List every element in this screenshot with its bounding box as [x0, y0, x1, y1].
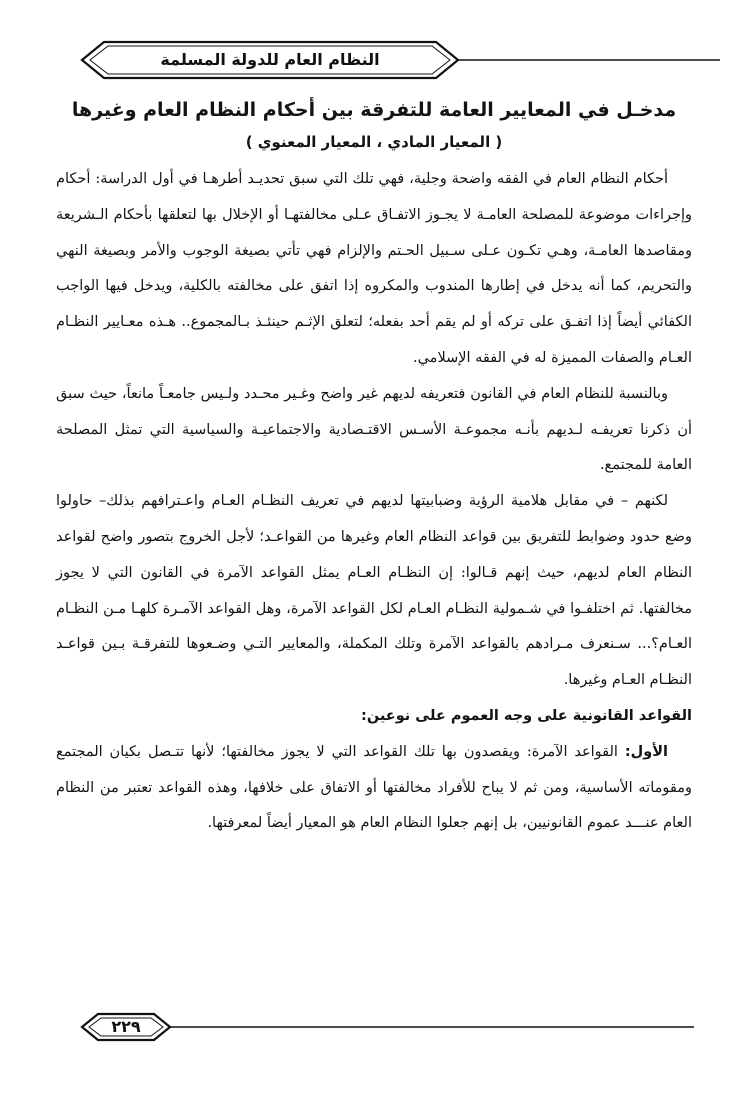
first-type-lead: الأول: [624, 743, 668, 760]
page-body [56, 94, 692, 842]
paragraph-3: لكنهم – في مقابل هلامية الرؤية وضبابيتها لديهم في تعريف النظـام العـام واعـترافهم بذلك– حاولوا وضع حدود وضوابط للتفريق بين قواعد النظام العام وغيرها من القواعـد؛ لأجل الخروج بتصور واضح لقواعد النظام العام لديهم، حيث إنهم قـالوا: إن النظـام العـام يمثل القواعد الآمرة في القانون التي لا يجوز مخالفتها. ثم اختلفـوا في شـمولية النظـام العـام لكل القواعد الآمرة، وهل القواعد الآمـرة كلهـا مـن النظـام العـام؟... سـنعرف مـرادهم بالقواعد الآمرة وتلك المكملة، والمعايير التـي وضـعوها للتفرقـة بـين قواعـد النظـام العـام وغيرها. [56, 493, 692, 689]
paragraph-2: وبالنسبة للنظام العام في القانون فتعريفه لديهم غير واضح وغـير محـدد ولـيس جامعـاً مانعاً، حيث سبق أن ذكرنا تعريفـه لـديهم بأنـه مجموعـة الأسـس الاقتـصادية والاجتماعيـة والسياسية التي تمثل المصلحة العامة للمجتمع. [56, 385, 692, 474]
footer-frame [66, 1010, 696, 1044]
first-type-text: القواعد الآمرة: ويقصدون بها تلك القواعد التي لا يجوز مخالفتها؛ لأنها تتـصل بكيان المجتمع ومقوماته الأساسية، ومن ثم لا يباح للأفراد مخالفتها أو الاتفاق على خلافها، وهذه القواعد تعتبر من النظام العام عنـــد عموم القانونيين، بل إنهم جعلوا النظام العام هو المعيار أيضاً لمعرفتها. [56, 743, 692, 832]
paragraph-1: أحكام النظام العام في الفقه واضحة وجلية، فهي تلك التي سبق تحديـد أطرهـا في أول الدراسة: أحكام وإجراءات موضوعة للمصلحة العامـة لا يجـوز الاتفـاق عـلى مخالفتهـا أو الإخلال بها لتعلقها بأحكام الـشريعة ومقاصدها العامـة، وهـي تكـون عـلى سـبيل الحـتم والإلزام فهي تأتي بصيغة الوجوب والأمر وبصيغة النهي والتحريم، كما أنه يدخل في إطارها المندوب والمكروه إذا اتفق على مخالفته بالكلية، ويدخل فيها الواجب الكفائي أيضاً إذا اتفـق على تركه أو لم يقم أحد بفعله؛ لتعلق الإثـم حينئـذ بـالمجموع.. هـذه معـايير النظـام العـام والصفات المميزة له في الفقه الإسلامي. [56, 171, 692, 366]
classification-first [56, 735, 692, 842]
running-title: النظام العام للدولة المسلمة [160, 50, 380, 69]
classification-heading: القواعد القانونية على وجه العموم على نوعين: [361, 707, 692, 724]
page-footer [66, 1010, 696, 1044]
section-title: مدخـل في المعايير العامة للتفرقة بين أحكام النظام العام وغيرها [71, 99, 677, 121]
running-header [52, 36, 722, 84]
section-subtitle: ( المعيار المادي ، المعيار المعنوي ) [245, 133, 503, 151]
page-number: ٢٢٩ [111, 1017, 141, 1036]
